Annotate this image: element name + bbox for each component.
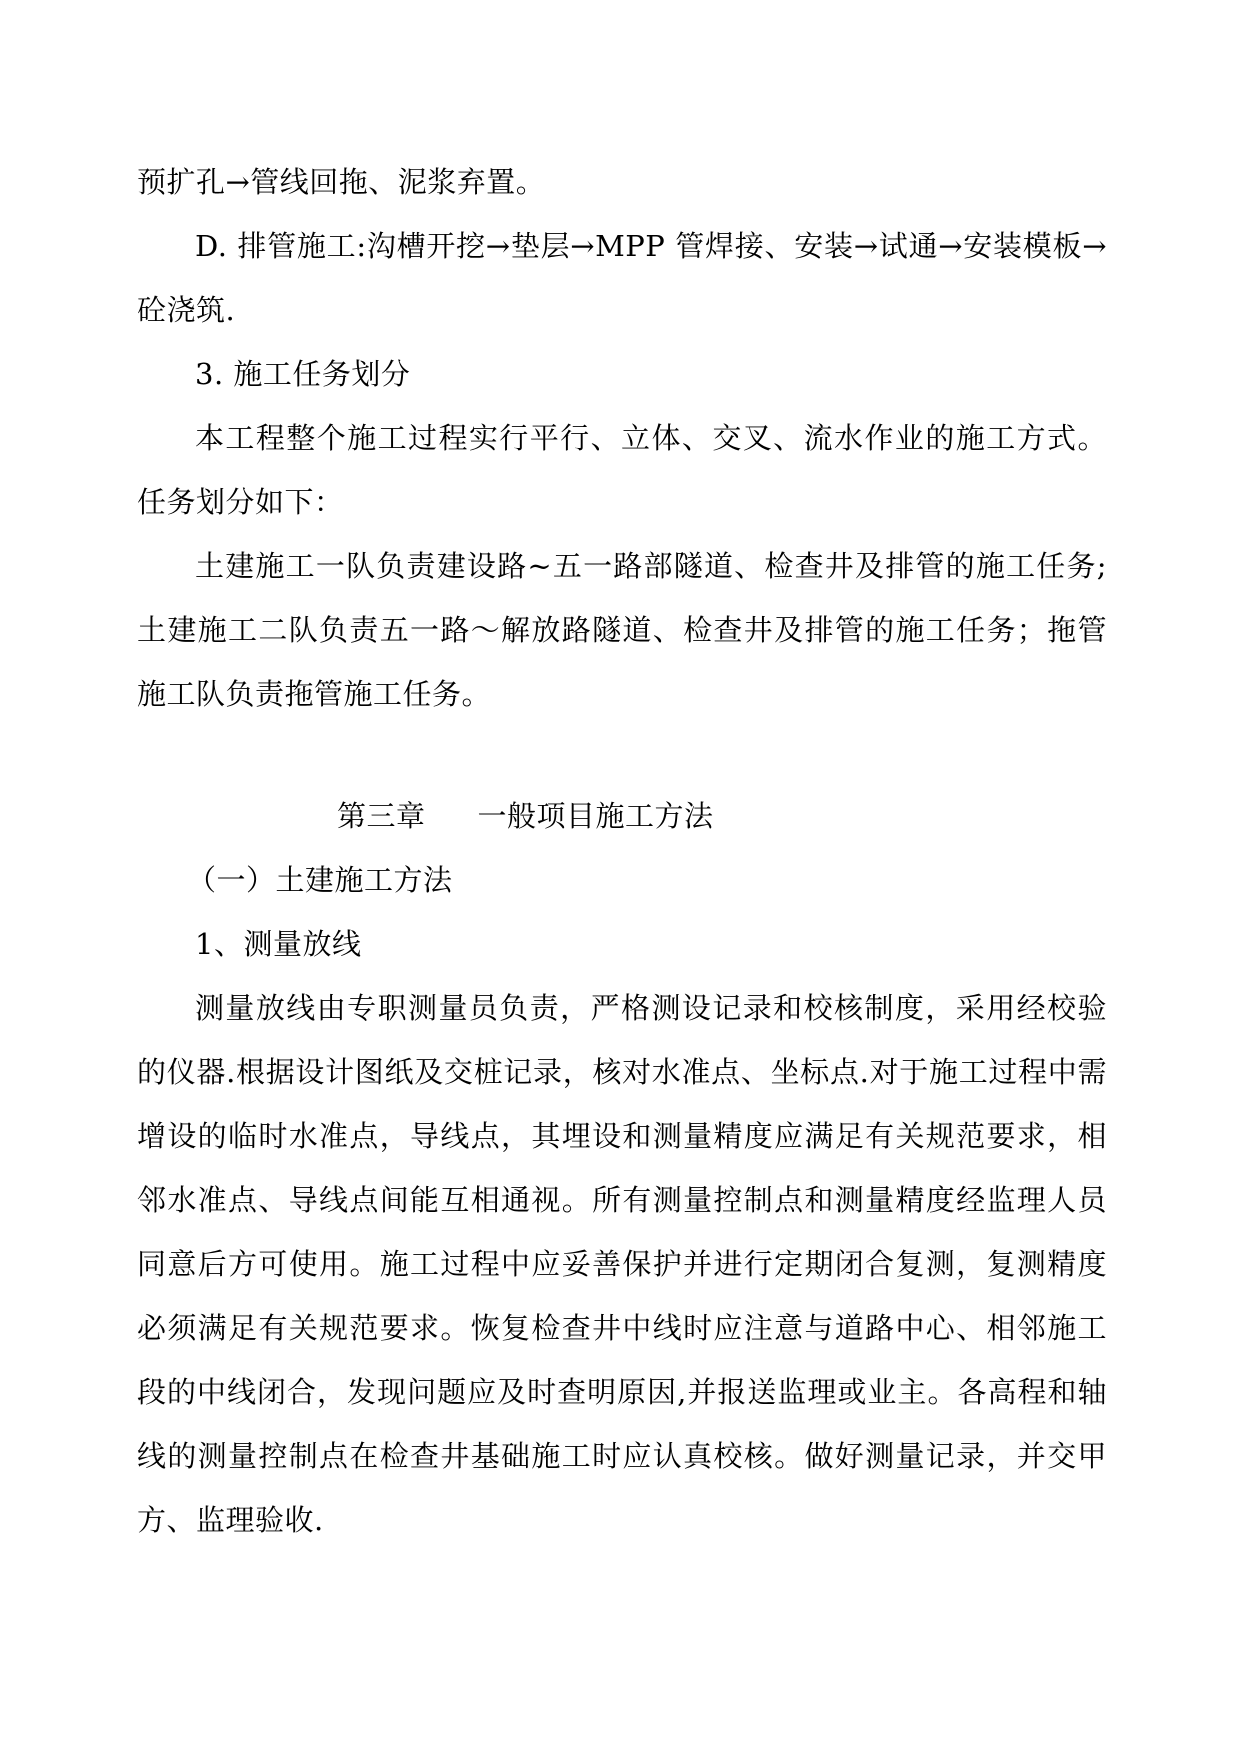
chapter-title: 一般项目施工方法 [477,799,714,833]
chapter-spacer [137,726,1107,784]
continued-line: 预扩孔→管线回拖、泥浆弃置。 [137,165,546,199]
heading-task-division: 3. 施工任务划分 [195,357,411,391]
chapter-label: 第三章 [337,799,426,833]
paragraph-survey: 测量放线由专职测量员负责，严格测设记录和校核制度，采用经校验的仪器.根据设计图纸及交桩记录，核对水准点、坐标点.对于施工过程中需增设的临时水准点，导线点，其埋设和测量精度应满足有关规范要求，相邻水准点、导线点间能互相通视。所有测量控制点和测量精度经监理人员同意后方可使用。施工过程中应妥善保护并进行定期闭合复测，复测精度必须满足有关规范要求。恢复检查井中线时应注意与道路中心、相邻施工段的中线闭合，发现问题应及时查明原因,并报送监理或业主。各高程和轴线的测量控制点在检查井基础施工时应认真校核。做好测量记录，并交甲方、监理验收. [137,991,1107,1537]
chapter-heading [137,784,1107,848]
document-body [137,150,1107,1552]
section-heading-civil: （一）土建施工方法 [187,863,453,897]
paragraph-pipe-laying: D. 排管施工:沟槽开挖→垫层→MPP 管焊接、安装→试通→安装模板→砼浇筑. [137,229,1107,327]
paragraph-construction-mode: 本工程整个施工过程实行平行、立体、交叉、流水作业的施工方式。任务划分如下： [137,421,1107,519]
paragraph-task-assignment: 土建施工一队负责建设路~五一路部隧道、检查井及排管的施工任务;土建施工二队负责五一路～解放路隧道、检查井及排管的施工任务；拖管施工队负责拖管施工任务。 [137,549,1107,711]
subsection-heading-survey: 1、测量放线 [195,927,362,961]
